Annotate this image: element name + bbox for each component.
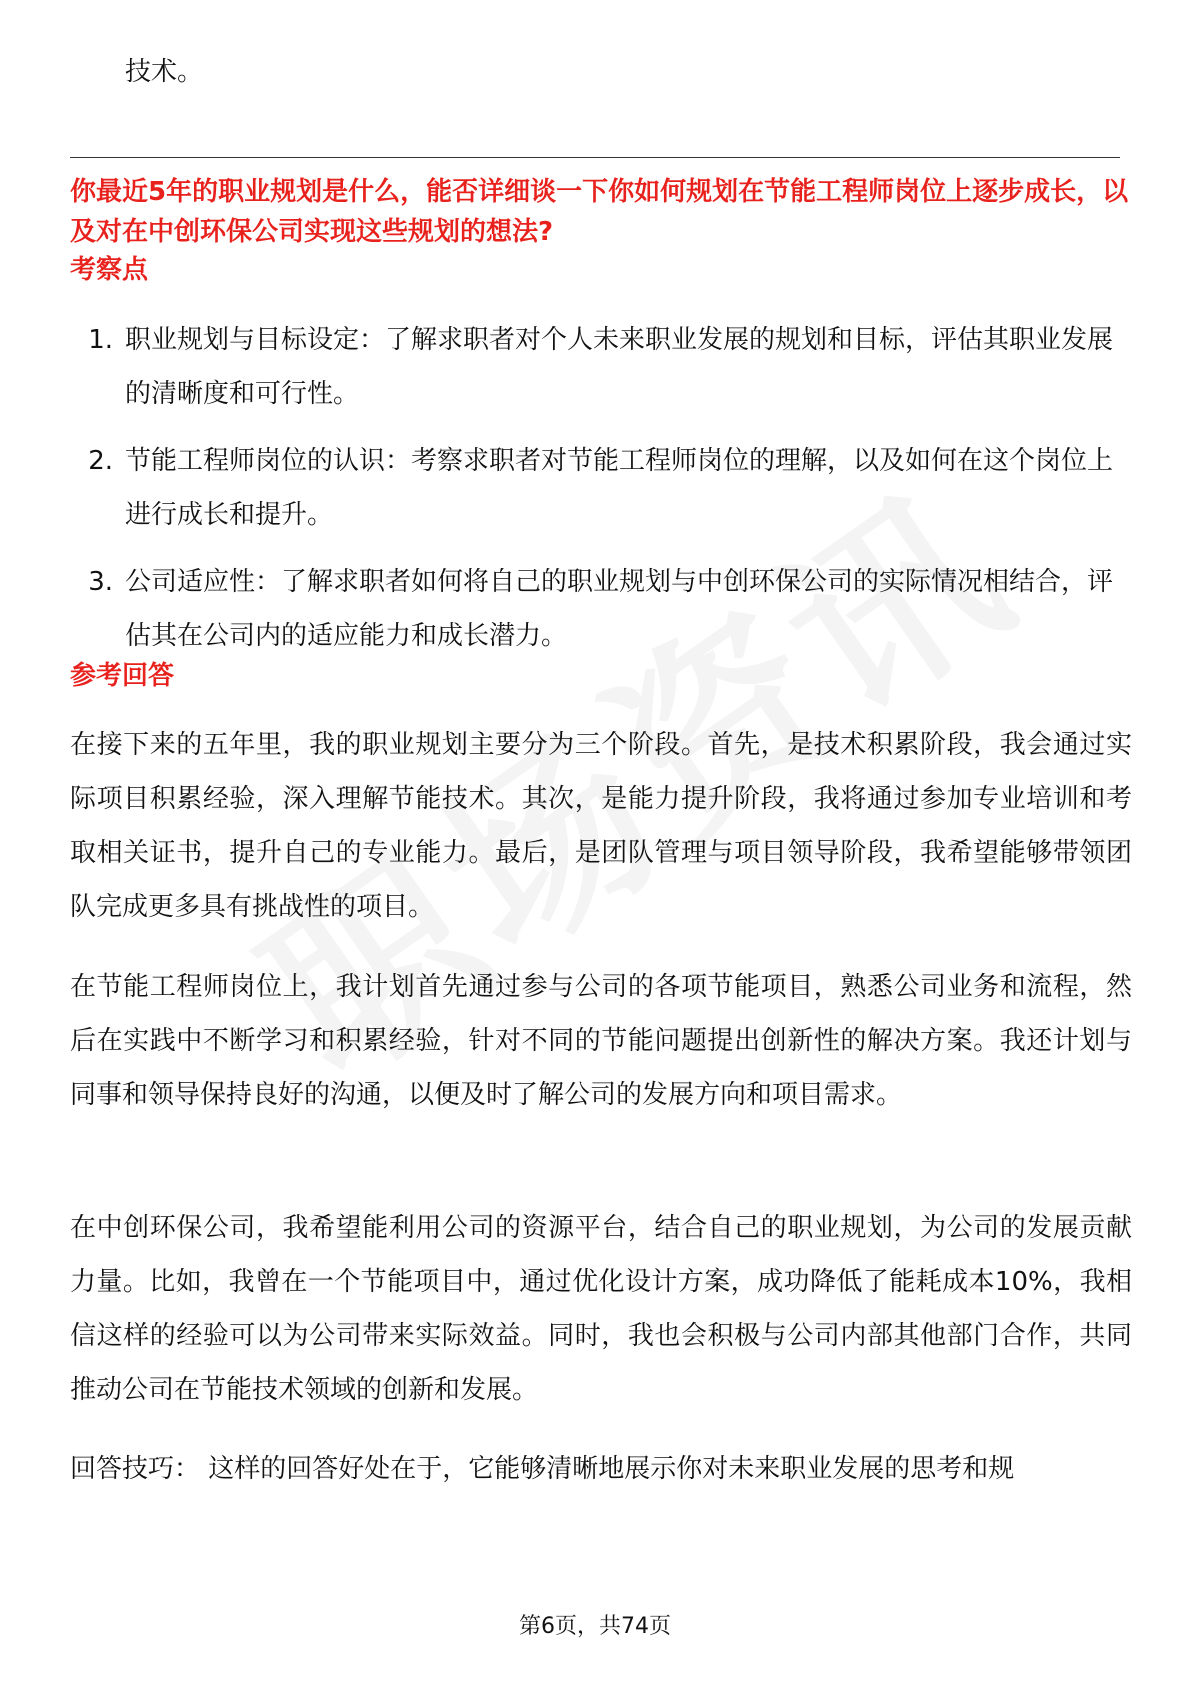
list-item <box>70 555 1130 663</box>
page-number: 第6页，共74页 <box>519 1614 671 1639</box>
list-item-text: 职业规划与目标设定：了解求职者对个人未来职业发展的规划和目标，评估其职业发展的清晰度和可行性。 <box>125 325 1114 409</box>
list-item <box>70 313 1130 421</box>
section-divider <box>70 157 1120 158</box>
points-list <box>70 313 1130 676</box>
answer-paragraph: 在接下来的五年里，我的职业规划主要分为三个阶段。首先，是技术积累阶段，我会通过实际项目积累经验，深入理解节能技术。其次，是能力提升阶段，我将通过参加专业培训和考取相关证书，提升自己的专业能力。最后，是团队管理与项目领导阶段，我希望能够带领团队完成更多具有挑战性的项目。 <box>70 730 1132 922</box>
question-heading: 你最近5年的职业规划是什么，能否详细谈一下你如何规划在节能工程师岗位上逐步成长，以及对在中创环保公司实现这些规划的想法? <box>70 177 1129 247</box>
answer-paragraph: 在中创环保公司，我希望能利用公司的资源平台，结合自己的职业规划，为公司的发展贡献力量。比如，我曾在一个节能项目中，通过优化设计方案，成功降低了能耗成本10%，我相信这样的经验可以为公司带来实际效益。同时，我也会积极与公司内部其他部门合作，共同推动公司在节能技术领域的创新和发展。 <box>70 1213 1132 1405</box>
list-item-text: 节能工程师岗位的认识：考察求职者对节能工程师岗位的理解，以及如何在这个岗位上进行成长和提升。 <box>125 446 1114 530</box>
list-item-text: 公司适应性：了解求职者如何将自己的职业规划与中创环保公司的实际情况相结合，评估其在公司内的适应能力和成长潜力。 <box>125 567 1114 651</box>
list-item-number: 1. <box>88 325 113 355</box>
answer-paragraph: 在节能工程师岗位上，我计划首先通过参与公司的各项节能项目，熟悉公司业务和流程，然后在实践中不断学习和积累经验，针对不同的节能问题提出创新性的解决方案。我还计划与同事和领导保持良好的沟通，以便及时了解公司的发展方向和项目需求。 <box>70 972 1132 1110</box>
list-item-number: 3. <box>88 567 113 597</box>
answer-heading: 参考回答 <box>70 661 175 691</box>
list-item-number: 2. <box>88 446 113 476</box>
list-item <box>70 434 1130 542</box>
points-heading: 考察点 <box>70 255 149 285</box>
continuation-text: 技术。 <box>125 57 204 87</box>
answer-tips-paragraph: 回答技巧： 这样的回答好处在于，它能够清晰地展示你对未来职业发展的思考和规 <box>70 1454 1015 1484</box>
